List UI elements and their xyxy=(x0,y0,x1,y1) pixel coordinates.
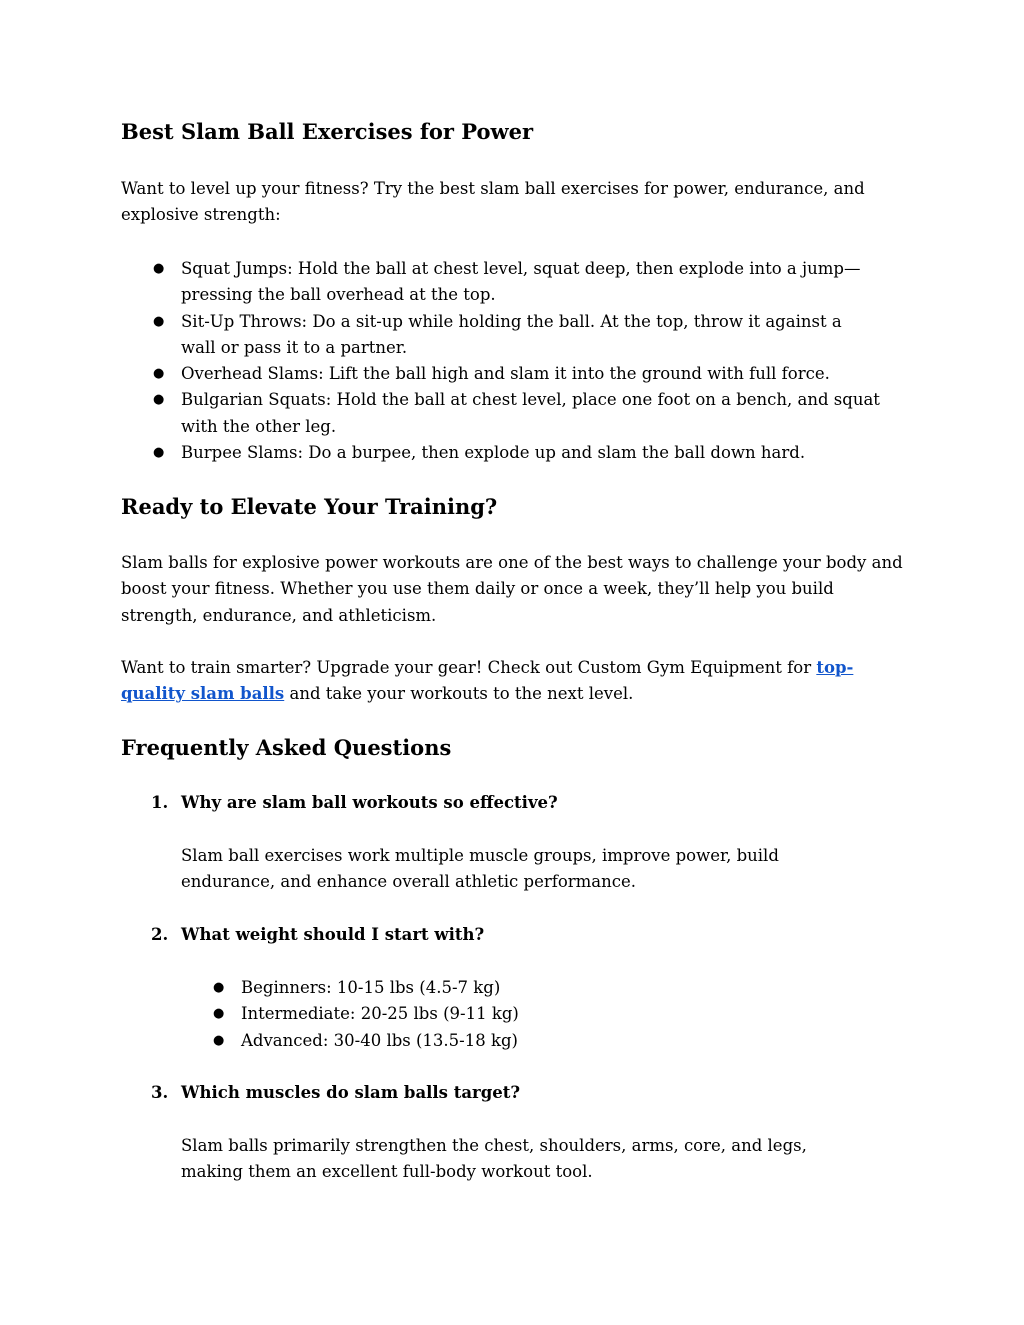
weight-list xyxy=(121,975,911,1054)
question-number: 2. xyxy=(151,925,169,944)
faq-answer-3: Slam balls primarily strengthen the chest, shoulders, arms, core, and legs, making them an excellent full-body workout tool. xyxy=(181,1136,807,1182)
list-item xyxy=(121,1028,941,1054)
bullet-icon: ● xyxy=(153,392,165,408)
gear-paragraph xyxy=(121,655,911,708)
list-item xyxy=(121,309,881,362)
question-number: 1. xyxy=(151,793,169,812)
question-text: Which muscles do slam balls target? xyxy=(181,1083,521,1102)
list-item xyxy=(121,975,941,1001)
section-heading-elevate-training: Ready to Elevate Your Training? xyxy=(121,494,498,519)
list-item xyxy=(121,361,881,387)
question-text: Why are slam ball workouts so effective? xyxy=(181,793,558,812)
question-text: What weight should I start with? xyxy=(181,925,485,944)
list-item-text: Squat Jumps: Hold the ball at chest level, squat deep, then explode into a jump—pressing the ball overhead at the top. xyxy=(181,259,861,305)
training-paragraph: Slam balls for explosive power workouts are one of the best ways to challenge your body and boost your fitness. Whether you use them daily or once a week, they’ll help you build strength, endurance, and athleticism. xyxy=(121,553,903,625)
exercise-list xyxy=(121,256,911,466)
list-item xyxy=(121,256,881,309)
bullet-icon: ● xyxy=(153,261,165,276)
question-number: 3. xyxy=(151,1083,169,1102)
list-item-text: Overhead Slams: Lift the ball high and slam it into the ground with full force. xyxy=(181,364,830,384)
section-heading-faq: Frequently Asked Questions xyxy=(121,735,452,760)
list-item-text: Burpee Slams: Do a burpee, then explode up and slam the ball down hard. xyxy=(181,443,806,463)
list-item-text: Bulgarian Squats: Hold the ball at chest level, place one foot on a bench, and squat with the other leg. xyxy=(181,390,880,436)
bullet-icon: ● xyxy=(153,313,165,329)
section-heading-best-exercises: Best Slam Ball Exercises for Power xyxy=(121,119,534,144)
slam-balls-link[interactable]: top-quality slam balls xyxy=(121,658,854,704)
list-item-text: Beginners: 10-15 lbs (4.5-7 kg) xyxy=(241,978,501,997)
list-item-text: Intermediate: 20-25 lbs (9-11 kg) xyxy=(241,1004,519,1024)
list-item-text: Sit-Up Throws: Do a sit-up while holding the ball. At the top, throw it against a wall or pass it to a partner. xyxy=(181,311,842,357)
list-item xyxy=(121,1001,941,1027)
gear-paragraph-text-before: Want to train smarter? Upgrade your gear! Check out Custom Gym Equipment for xyxy=(121,658,817,677)
bullet-icon: ● xyxy=(153,366,165,382)
bullet-icon: ● xyxy=(153,445,165,461)
bullet-icon: ● xyxy=(213,1032,225,1048)
list-item xyxy=(121,387,881,440)
intro-paragraph: Want to level up your fitness? Try the best slam ball exercises for power, endurance, and explosive strength: xyxy=(121,179,865,225)
list-item-text: Advanced: 30-40 lbs (13.5-18 kg) xyxy=(241,1030,518,1050)
gear-paragraph-text-after: and take your workouts to the next level. xyxy=(284,684,634,704)
list-item xyxy=(121,440,881,466)
bullet-icon: ● xyxy=(213,1006,225,1022)
faq-answer-1: Slam ball exercises work multiple muscle groups, improve power, build endurance, and enhance overall athletic performance. xyxy=(181,846,779,892)
bullet-icon: ● xyxy=(213,980,225,995)
